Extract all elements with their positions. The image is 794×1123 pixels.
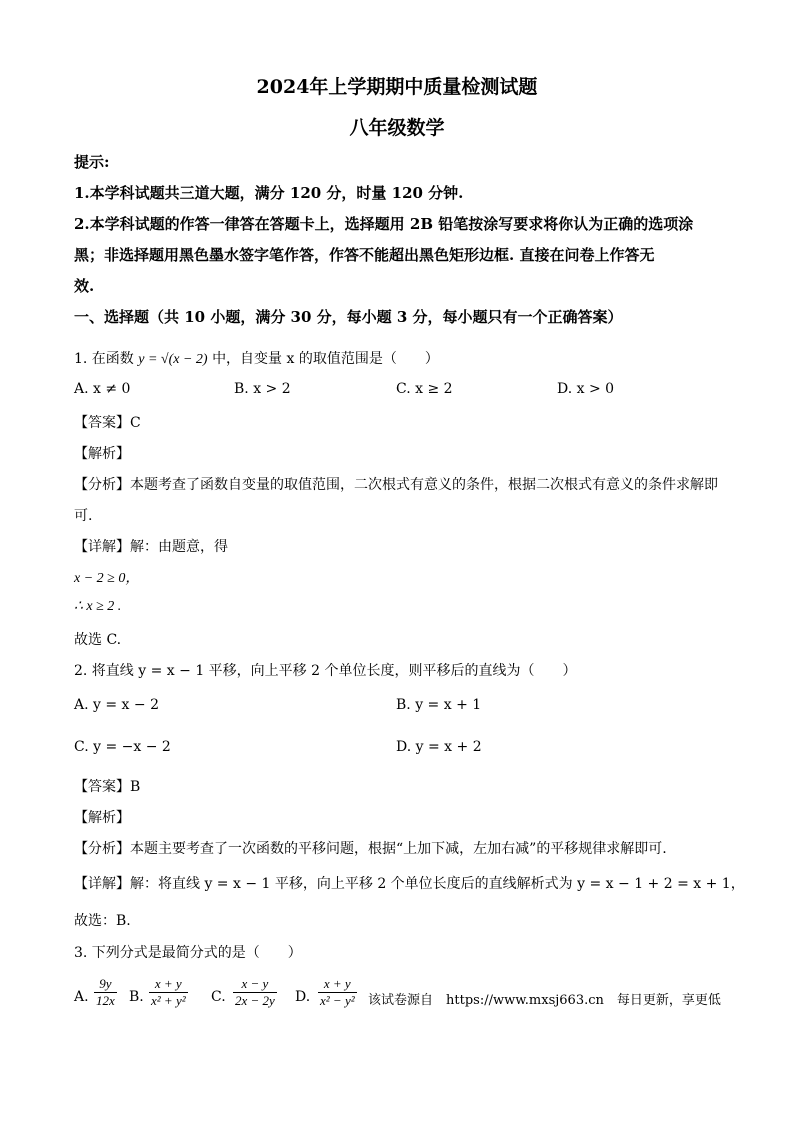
question-1-formula: y = √(x − 2) [138, 352, 208, 367]
q1-answer: 【答案】C [74, 415, 141, 431]
q2-detail: 【详解】解：将直线 y = x − 1 平移，向上平移 2 个单位长度后的直线解析式为 y = x − 1 + 2 = x + 1， [74, 876, 745, 892]
q1-choose: 故选 C. [74, 632, 122, 648]
q3-fraction-c-denominator: 2x − 2y [235, 993, 275, 1008]
q3-fraction-a [94, 976, 117, 1009]
q2-option-c: C. y = −x − 2 [74, 739, 171, 755]
notice-line-2c: 效. [74, 277, 95, 295]
q2-option-d: D. y = x + 2 [396, 739, 482, 755]
page-title: 2024年上学期期中质量检测试题 [256, 76, 538, 98]
q3-fraction-b-denominator: x² + y² [151, 993, 186, 1008]
source-watermark-text: 该试卷源自 https://www.mxsj663.cn 每日更新，享更低 [368, 993, 721, 1008]
q3-fraction-d-denominator: x² − y² [320, 993, 355, 1008]
page-subtitle: 八年级数学 [349, 117, 445, 139]
q1-option-a: A. x ≠ 0 [74, 381, 131, 397]
question-1-pre: 1. 在函数 [74, 351, 134, 367]
question-1 [74, 348, 439, 368]
q2-choose: 故选：B. [74, 913, 131, 929]
q3-fraction-c [233, 976, 277, 1009]
q3-fraction-d [318, 976, 357, 1009]
notice-heading: 提示: [74, 153, 110, 171]
q1-detail: 【详解】解：由题意，得 [74, 539, 228, 555]
q3-label-d: D. [295, 989, 311, 1005]
q2-analysis: 【分析】本题主要考查了一次函数的平移问题，根据“上加下减，左加右减”的平移规律求解即可. [74, 841, 667, 857]
q2-option-a: A. y = x − 2 [74, 697, 159, 713]
q2-option-b: B. y = x + 1 [396, 697, 482, 713]
q3-label-a: A. [74, 989, 89, 1005]
question-2: 2. 将直线 y = x − 1 平移，向上平移 2 个单位长度，则平移后的直线为（ ） [74, 663, 577, 679]
q3-label-c: C. [211, 989, 226, 1005]
notice-line-2a: 2.本学科试题的作答一律答在答题卡上，选择题用 2B 铅笔按涂写要求将你认为正确的选项涂 [74, 215, 694, 233]
q1-analysis-label: 【解析】 [74, 446, 130, 462]
q1-analysis-2: 可. [74, 508, 93, 524]
q1-step-1: x − 2 ≥ 0， [74, 571, 140, 586]
notice-line-1: 1.本学科试题共三道大题，满分 120 分，时量 120 分钟. [74, 184, 464, 202]
q3-fraction-b-numerator: x + y [154, 976, 182, 991]
q3-fraction-d-numerator: x + y [323, 976, 351, 991]
q2-analysis-label: 【解析】 [74, 810, 130, 826]
notice-line-2b: 黑；非选择题用黑色墨水签字笔作答，作答不能超出黑色矩形边框. 直接在问卷上作答无 [74, 246, 655, 264]
q1-option-b: B. x > 2 [234, 381, 291, 397]
question-1-post: 中，自变量 x 的取值范围是（ ） [212, 351, 439, 367]
q3-label-b: B. [129, 989, 144, 1005]
section-heading: 一、选择题（共 10 小题，满分 30 分，每小题 3 分，每小题只有一个正确答案） [74, 308, 623, 326]
q1-option-d: D. x > 0 [557, 381, 615, 397]
q3-fraction-a-numerator: 9y [99, 976, 112, 991]
q3-fraction-a-denominator: 12x [96, 993, 115, 1008]
q3-fraction-c-numerator: x − y [241, 976, 269, 991]
q1-analysis-1: 【分析】本题考查了函数自变量的取值范围，二次根式有意义的条件，根据二次根式有意义的条件求解即 [74, 477, 718, 493]
q2-answer: 【答案】B [74, 779, 141, 795]
q1-step-2: ∴ x ≥ 2 . [74, 599, 122, 614]
q3-fraction-b [149, 976, 188, 1009]
q1-option-c: C. x ≥ 2 [396, 381, 453, 397]
question-3: 3. 下列分式是最简分式的是（ ） [74, 945, 302, 961]
